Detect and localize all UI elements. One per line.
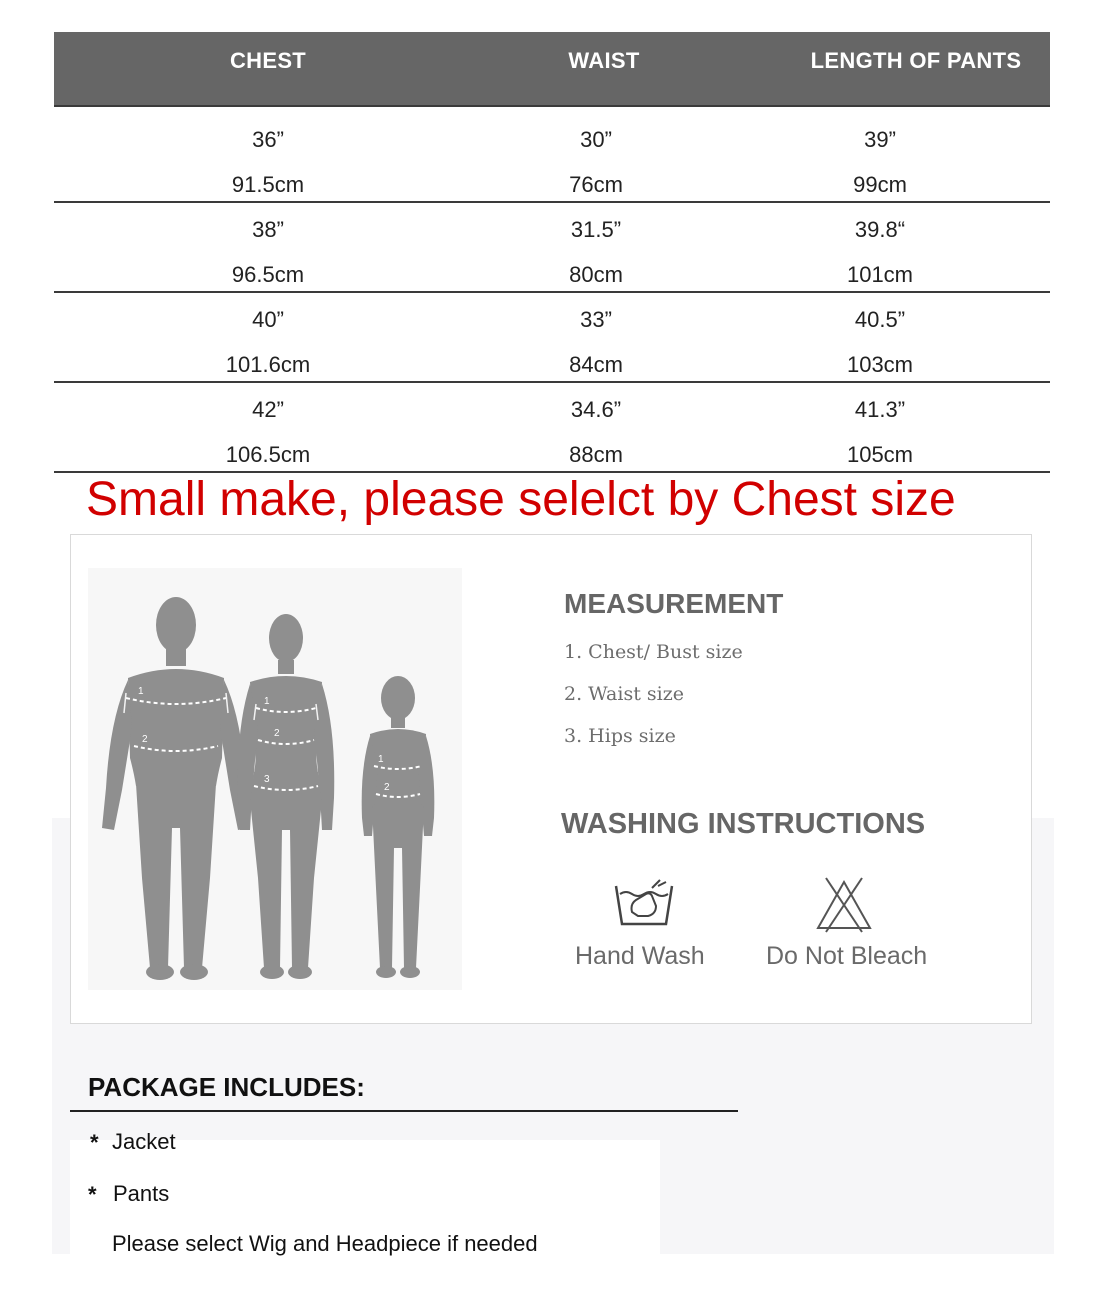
body-figures-illustration [88, 568, 462, 990]
chest-inches: 42” [252, 397, 284, 422]
figure-marker: 1 [138, 686, 144, 697]
table-row [54, 293, 1050, 383]
chest-cm: 96.5cm [231, 262, 305, 287]
chest-cm: 101.6cm [225, 352, 311, 377]
figure-marker: 2 [142, 734, 148, 745]
chest-inches: 36” [252, 127, 284, 152]
length-cm: 105cm [846, 442, 914, 467]
measurement-title: MEASUREMENT [564, 588, 784, 619]
length-cm: 103cm [846, 352, 914, 377]
length-cm: 99cm [853, 172, 907, 197]
size-table-header [54, 32, 1050, 107]
length-inches: 39” [864, 127, 896, 152]
waist-cm: 84cm [569, 352, 623, 377]
sizing-note: Small make, please selelct by Chest size [86, 473, 956, 526]
figure-marker: 2 [274, 728, 280, 739]
package-item-jacket: Jacket [112, 1129, 176, 1154]
waist-cm: 76cm [569, 172, 623, 197]
header-chest: CHEST [229, 48, 307, 73]
measurement-item-chest: 1. Chest/ Bust size [564, 641, 743, 663]
waist-inches: 34.6” [570, 397, 622, 422]
figure-marker: 2 [384, 782, 390, 793]
hand-wash-icon [612, 876, 676, 937]
waist-inches: 33” [580, 307, 612, 332]
length-cm: 101cm [846, 262, 914, 287]
do-not-bleach-label: Do Not Bleach [766, 942, 928, 970]
waist-cm: 88cm [569, 442, 623, 467]
hand-wash-label: Hand Wash [575, 942, 705, 970]
package-includes-title: PACKAGE INCLUDES: [88, 1072, 365, 1102]
package-item-pants: Pants [113, 1181, 170, 1206]
table-row [54, 113, 1050, 203]
washing-instructions-title: WASHING INSTRUCTIONS [561, 808, 926, 840]
figure-marker: 1 [378, 754, 384, 765]
figure-marker: 3 [264, 774, 270, 785]
chest-inches: 38” [252, 217, 284, 242]
chest-cm: 106.5cm [225, 442, 311, 467]
length-inches: 41.3” [854, 397, 906, 422]
waist-inches: 31.5” [570, 217, 622, 242]
length-inches: 40.5” [854, 307, 906, 332]
waist-inches: 30” [580, 127, 612, 152]
package-divider [70, 1110, 738, 1112]
body-figures [88, 568, 462, 990]
do-not-bleach-icon [814, 876, 874, 939]
table-row [54, 383, 1050, 473]
table-row [54, 203, 1050, 293]
chest-cm: 91.5cm [231, 172, 305, 197]
measurement-item-waist: 2. Waist size [564, 683, 684, 705]
bullet-star: * [90, 1130, 99, 1155]
bullet-star: * [88, 1182, 97, 1207]
package-note: Please select Wig and Headpiece if needed [112, 1231, 538, 1256]
chest-inches: 40” [252, 307, 284, 332]
length-inches: 39.8“ [854, 217, 906, 242]
waist-cm: 80cm [569, 262, 623, 287]
measurement-item-hips: 3. Hips size [564, 725, 676, 747]
figure-marker: 1 [264, 696, 270, 707]
header-waist: WAIST [568, 48, 640, 73]
header-length-of-pants: LENGTH OF PANTS [810, 48, 1022, 73]
